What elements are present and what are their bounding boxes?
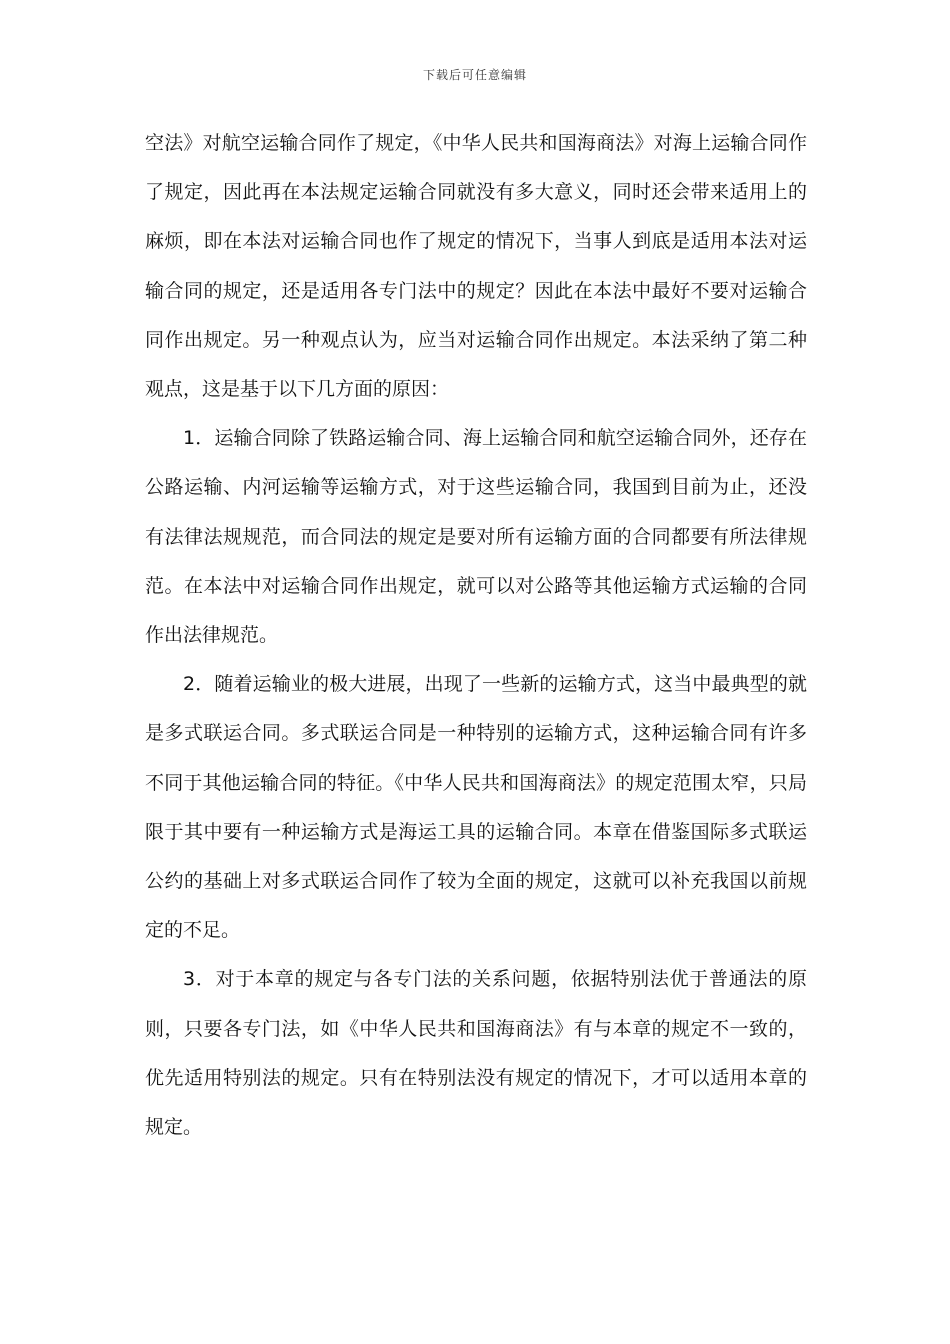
paragraph-point-2: 2．随着运输业的极大进展，出现了一些新的运输方式，这当中最典型的就是多式联运合同。多式联运合同是一种特别的运输方式，这种运输合同有许多不同于其他运输合同的特征。《中华人民共和国海商法》的规定范围太窄，只局限于其中要有一种运输方式是海运工具的运输合同。本章在借鉴国际多式联运公约的基础上对多式联运合同作了较为全面的规定，这就可以补充我国以前规定的不足。 <box>145 673 807 942</box>
document-body <box>145 119 807 1152</box>
paragraph-point-3: 3．对于本章的规定与各专门法的关系问题，依据特别法优于普通法的原则，只要各专门法，如《中华人民共和国海商法》有与本章的规定不一致的，优先适用特别法的规定。只有在特别法没有规定的情况下，才可以适用本章的规定。 <box>145 968 807 1139</box>
paragraph-intro: 空法》对航空运输合同作了规定，《中华人民共和国海商法》对海上运输合同作了规定，因此再在本法规定运输合同就没有多大意义，同时还会带来适用上的麻烦，即在本法对运输合同也作了规定的情况下，当事人到底是适用本法对运输合同的规定，还是适用各专门法中的规定？因此在本法中最好不要对运输合同作出规定。另一种观点认为，应当对运输合同作出规定。本法采纳了第二种观点，这是基于以下几方面的原因： <box>145 132 807 401</box>
page-header-note: 下载后可任意编辑 <box>422 68 527 82</box>
paragraph-point-1: 1．运输合同除了铁路运输合同、海上运输合同和航空运输合同外，还存在公路运输、内河运输等运输方式，对于这些运输合同，我国到目前为止，还没有法律法规规范，而合同法的规定是要对所有运输方面的合同都要有所法律规范。在本法中对运输合同作出规定，就可以对公路等其他运输方式运输的合同作出法律规范。 <box>145 427 807 647</box>
